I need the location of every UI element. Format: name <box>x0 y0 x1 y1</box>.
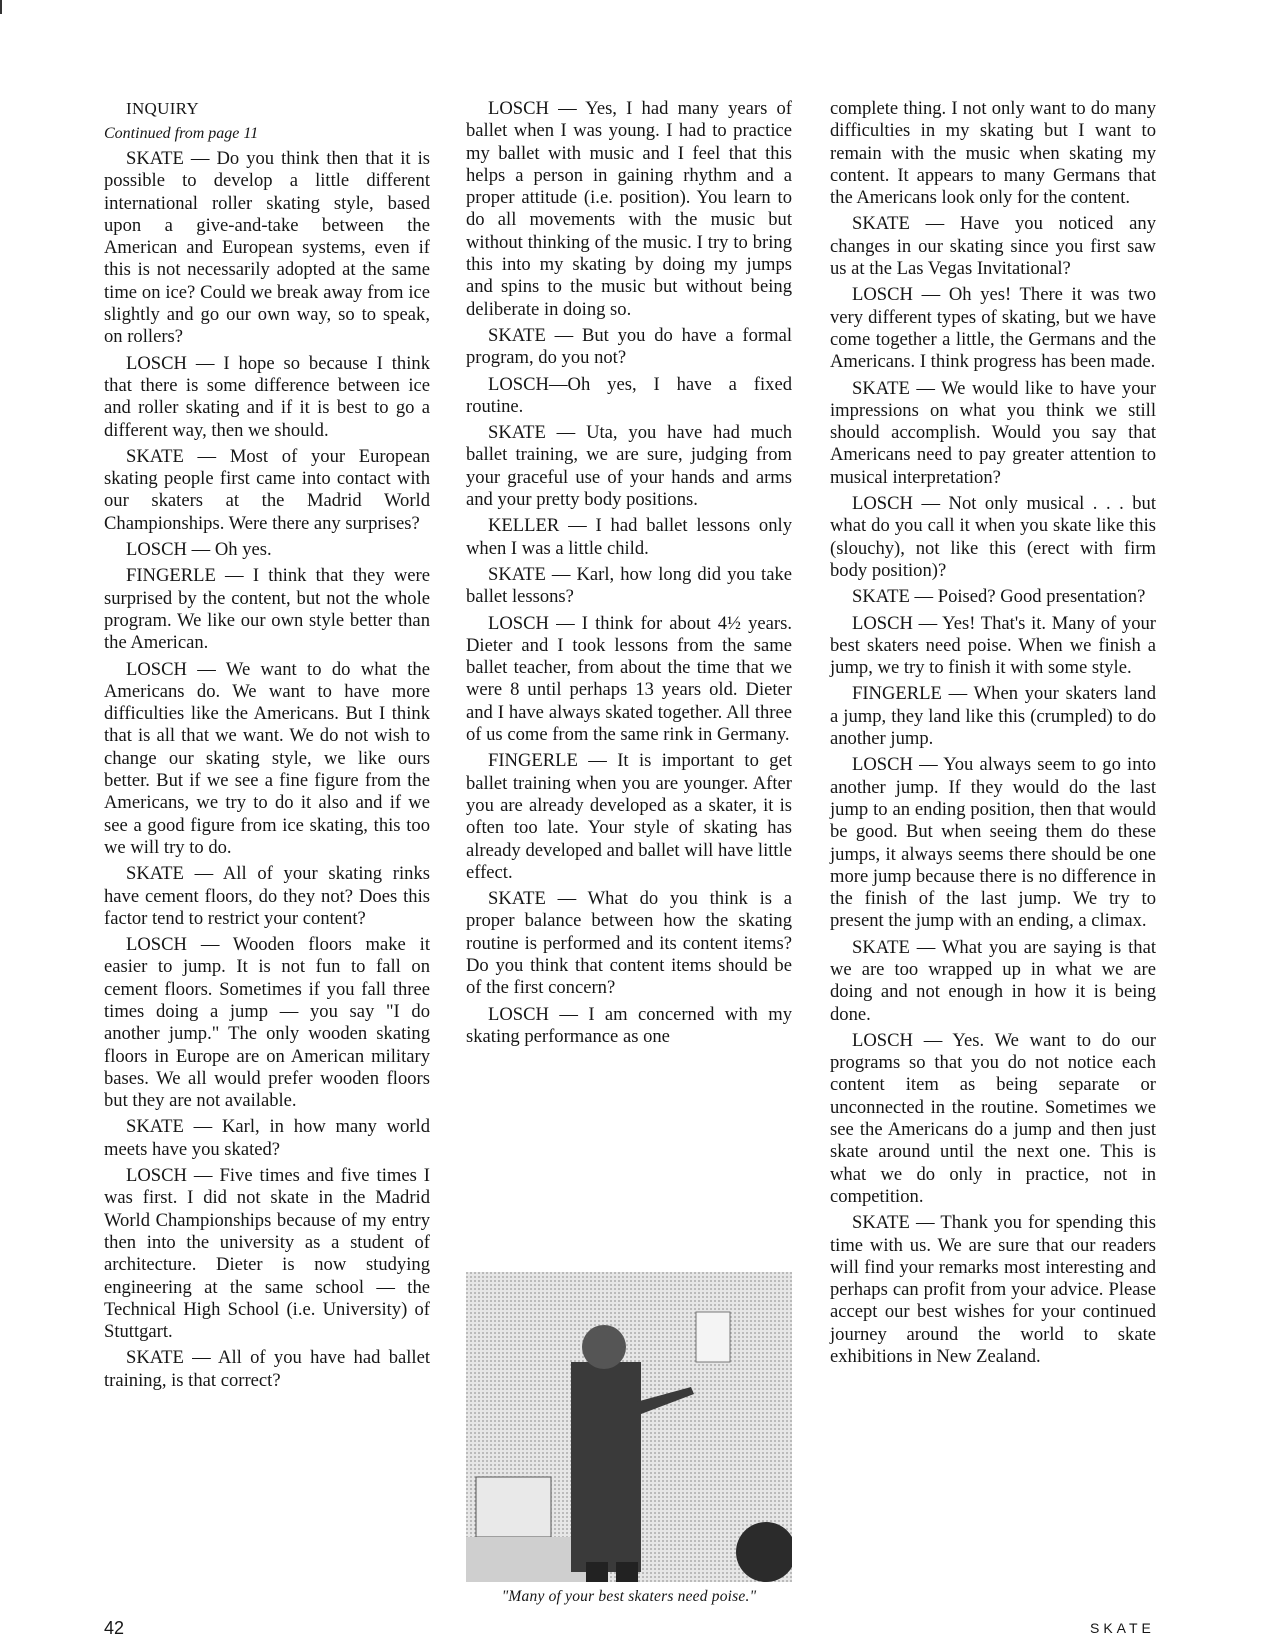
paragraph: KELLER — I had ballet lessons only when I was a little child. <box>466 515 792 559</box>
paragraph: LOSCH — Not only musical . . . but what do you call it when you skate like this (slouchy), not like this (erect with firm body position)? <box>830 493 1156 581</box>
paragraph: LOSCH — I hope so because I think that there is some difference between ice and roller skating and if it is best to go a different way, then we should. <box>104 352 430 441</box>
paragraph: complete thing. I not only want to do many difficulties in my skating but I want to remain with the music when skating my content. It appears to many Germans that the Americans look only for the content. <box>830 98 1156 209</box>
paragraph: LOSCH — Yes, I had many years of ballet when I was young. I had to practice my ballet with music and I feel that this helps a person in gaining rhythm and a proper attitude (i.e. position). You learn to do all movements with the music but without thinking of the music. I try to bring this into my skating by doing my jumps and spins to the music but without being deliberate in doing so. <box>466 98 792 320</box>
continued-note: Continued from page 11 <box>104 125 259 142</box>
photo-figure <box>466 1272 792 1606</box>
photo-caption: "Many of your best skaters need poise." <box>501 1588 757 1605</box>
text-column-3 <box>830 98 1156 1372</box>
paragraph: LOSCH — I am concerned with my skating performance as one <box>466 1003 792 1047</box>
section-label: INQUIRY <box>126 99 199 118</box>
page-number: 42 <box>104 1618 125 1638</box>
paragraph: LOSCH — Oh yes! There it was two very different types of skating, but we have come together a little, the Germans and the Americans. I think progress has been made. <box>830 284 1156 373</box>
paragraph: SKATE — All of your skating rinks have cement floors, do they not? Does this factor tend to restrict your content? <box>104 863 430 929</box>
paragraph: SKATE — Poised? Good presentation? <box>852 586 1146 608</box>
paragraph: SKATE — All of you have had ballet training, is that correct? <box>104 1347 430 1391</box>
magazine-name: SKATE <box>1090 1620 1155 1636</box>
paragraph: LOSCH—Oh yes, I have a fixed routine. <box>466 373 792 417</box>
photo-man-gesturing <box>466 1272 792 1582</box>
paragraph: SKATE — What do you think is a proper balance between how the skating routine is performed and its content items? Do you think that content items should be of the first concern? <box>466 888 792 999</box>
paragraph: SKATE — Karl, how long did you take ballet lessons? <box>466 563 792 608</box>
paragraph: LOSCH — Wooden floors make it easier to jump. It is not fun to fall on cement floors. Sometimes if you fall three times doing a jump — you say "I do another jump." The only wooden skating floors in Europe are on American military bases. We all would prefer wooden floors but they are not available. <box>104 934 430 1112</box>
paragraph: SKATE — Karl, in how many world meets have you skated? <box>104 1116 430 1160</box>
paragraph: SKATE — Most of your European skating people first came into contact with our skaters at the Madrid World Championships. Were there any surprises? <box>104 445 430 534</box>
paragraph: LOSCH — Oh yes. <box>126 539 272 561</box>
paragraph: SKATE — But you do have a formal program, do you not? <box>466 324 792 369</box>
text-column-1 <box>104 98 430 1396</box>
paragraph: LOSCH — Yes! That's it. Many of your best skaters need poise. When we finish a jump, we try to finish it with some style. <box>830 612 1156 679</box>
text-column-2 <box>466 98 792 1052</box>
paragraph: SKATE — What you are saying is that we are too wrapped up in what we are doing and not enough in how it is being done. <box>830 936 1156 1025</box>
paragraph: LOSCH — We want to do what the Americans do. We want to have more difficulties like the Americans. But I think that is all that we want. We do not wish to change our skating style, we like ours better. But if we see a fine figure from the Americans, we try to do it also and if we see a good figure from ice skating, this too we will try to do. <box>104 658 430 858</box>
paragraph: FINGERLE — It is important to get ballet training when you are younger. After you are already developed as a skater, it is often too late. Your style of skating has already developed and ballet will have little effect. <box>466 750 792 883</box>
paragraph: LOSCH — Five times and five times I was first. I did not skate in the Madrid World Championships because of my entry then into the university as a student of architecture. Dieter is now studying engineering at the same school — the Technical High School (i.e. University) of Stuttgart. <box>104 1165 430 1343</box>
paragraph: FINGERLE — I think that they were surprised by the content, but not the whole program. We like our own style better than the American. <box>104 565 430 654</box>
paragraph: LOSCH — I think for about 4½ years. Dieter and I took lessons from the same ballet teacher, from about the time that we were 8 until perhaps 13 years old. Dieter and I have always skated together. All three of us come from the same rink in Germany. <box>466 612 792 746</box>
paragraph: LOSCH — Yes. We want to do our programs so that you do not notice each content item as being separate or unconnected in the routine. Sometimes we see the Americans do a jump and then just skate around until the next one. This is what we do only in practice, not in competition. <box>830 1029 1156 1207</box>
paragraph: LOSCH — You always seem to go into another jump. If they would do the last jump to an ending position, then that would be good. But when seeing them do these jumps, it always seems there should be one more jump because there is no difference in the finish of the last jump. We try to present the jump with an ending, a climax. <box>830 754 1156 932</box>
registration-mark <box>0 0 2 14</box>
paragraph: SKATE — Have you noticed any changes in our skating since you first saw us at the Las Vegas Invitational? <box>830 213 1156 280</box>
paragraph: SKATE — Do you think then that it is possible to develop a little different international roller skating style, based upon a give-and-take between the American and European systems, even if this is not necessarily adopted at the same time on ice? Could we break away from ice slightly and go our own way, so to speak, on rollers? <box>104 148 430 348</box>
paragraph: SKATE — Thank you for spending this time with us. We are sure that our readers will find your remarks most interesting and perhaps can profit from your advice. Please accept our best wishes for your continued journey around the world to skate exhibitions in New Zealand. <box>830 1212 1156 1368</box>
paragraph: SKATE — Uta, you have had much ballet training, we are sure, judging from your graceful use of your hands and arms and your pretty body positions. <box>466 422 792 511</box>
paragraph: FINGERLE — When your skaters land a jump, they land like this (crumpled) to do another jump. <box>830 683 1156 750</box>
paragraph: SKATE — We would like to have your impressions on what you think we still should accomplish. Would you say that Americans need to pay greater attention to musical interpretation? <box>830 377 1156 488</box>
